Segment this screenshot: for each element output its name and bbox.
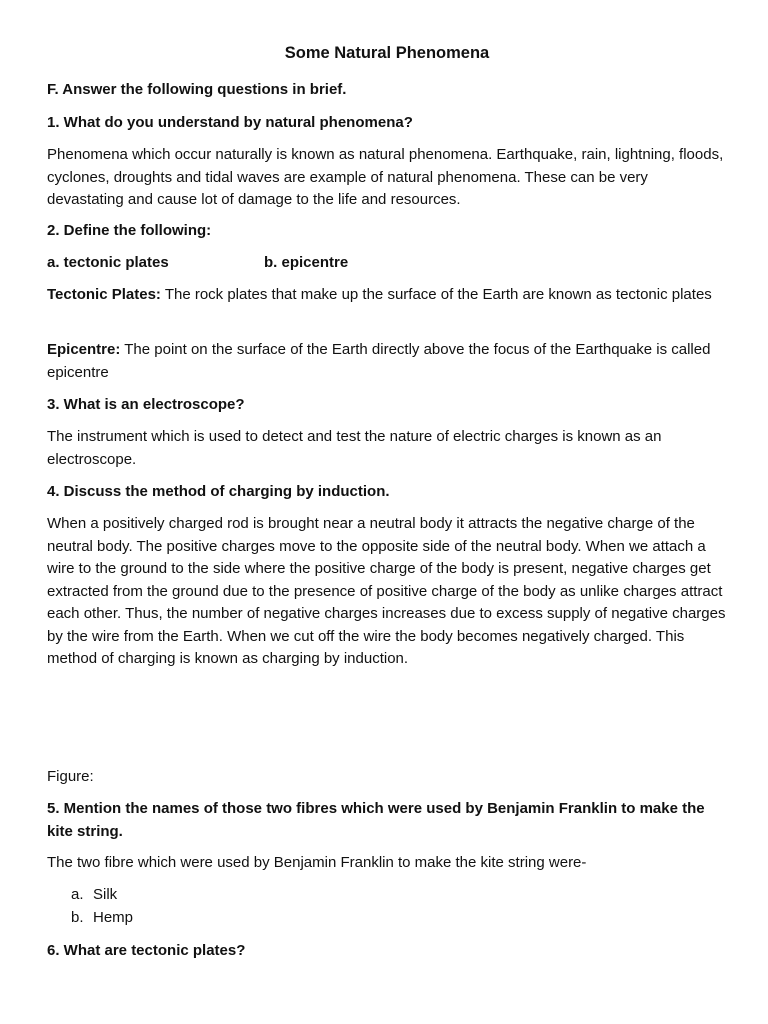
answer-4: When a positively charged rod is brought near a neutral body it attracts the negative charge of the neutral body. The positive charges move to the opposite side of the neutral body. When we attach a wire to the ground to the side where the positive charge of the body is present, negative charges get extracted from the ground due to the presence of positive charge of the body as unlike charges attract each other. Thus, the number of negative charges increases due to excess supply of negative charges by the wire from the Earth. When we cut off the wire the body becomes negatively charged. This method of charging is known as charging by induction.: [47, 515, 726, 667]
page-title: Some Natural Phenomena: [284, 44, 490, 62]
question-4: 4. Discuss the method of charging by induction.: [47, 483, 390, 500]
definition-tectonic-plates: [47, 284, 727, 307]
definition-term: Tectonic Plates:: [47, 286, 161, 303]
definition-epicentre: [47, 339, 727, 384]
definition-term: Epicentre:: [47, 341, 121, 358]
question-1: 1. What do you understand by natural phenomena?: [47, 114, 413, 131]
list-marker: a.: [71, 886, 84, 903]
define-parts-row: [47, 252, 727, 274]
part-a: a. tectonic plates: [47, 254, 169, 271]
question-3: 3. What is an electroscope?: [47, 396, 245, 413]
question-6: 6. What are tectonic plates?: [47, 942, 246, 959]
part-b: b. epicentre: [264, 254, 349, 271]
answer-5: The two fibre which were used by Benjamin Franklin to make the kite string were-: [47, 854, 587, 871]
definition-text: The point on the surface of the Earth directly above the focus of the Earthquake is called epicentre: [47, 341, 711, 381]
section-heading: F. Answer the following questions in brief.: [47, 81, 347, 98]
list-marker: b.: [71, 908, 84, 926]
list-item: [47, 884, 133, 907]
fibre-list: [47, 884, 133, 929]
list-item-text: Silk: [93, 886, 118, 903]
list-item-text: Hemp: [93, 908, 134, 926]
figure-label: Figure:: [47, 768, 94, 785]
definition-text: The rock plates that make up the surface of the Earth are known as tectonic plates: [160, 286, 712, 303]
answer-3: The instrument which is used to detect and test the nature of electric charges is known as an electroscope.: [47, 428, 662, 468]
list-item: [47, 907, 133, 930]
question-5: 5. Mention the names of those two fibres which were used by Benjamin Franklin to make the kite string.: [47, 800, 705, 840]
question-2: 2. Define the following:: [47, 222, 212, 239]
answer-1: Phenomena which occur naturally is known as natural phenomena. Earthquake, rain, lightning, floods, cyclones, droughts and tidal waves are example of natural phenomena. These can be very devastating and cause lot of damage to the life and resources.: [47, 146, 724, 208]
